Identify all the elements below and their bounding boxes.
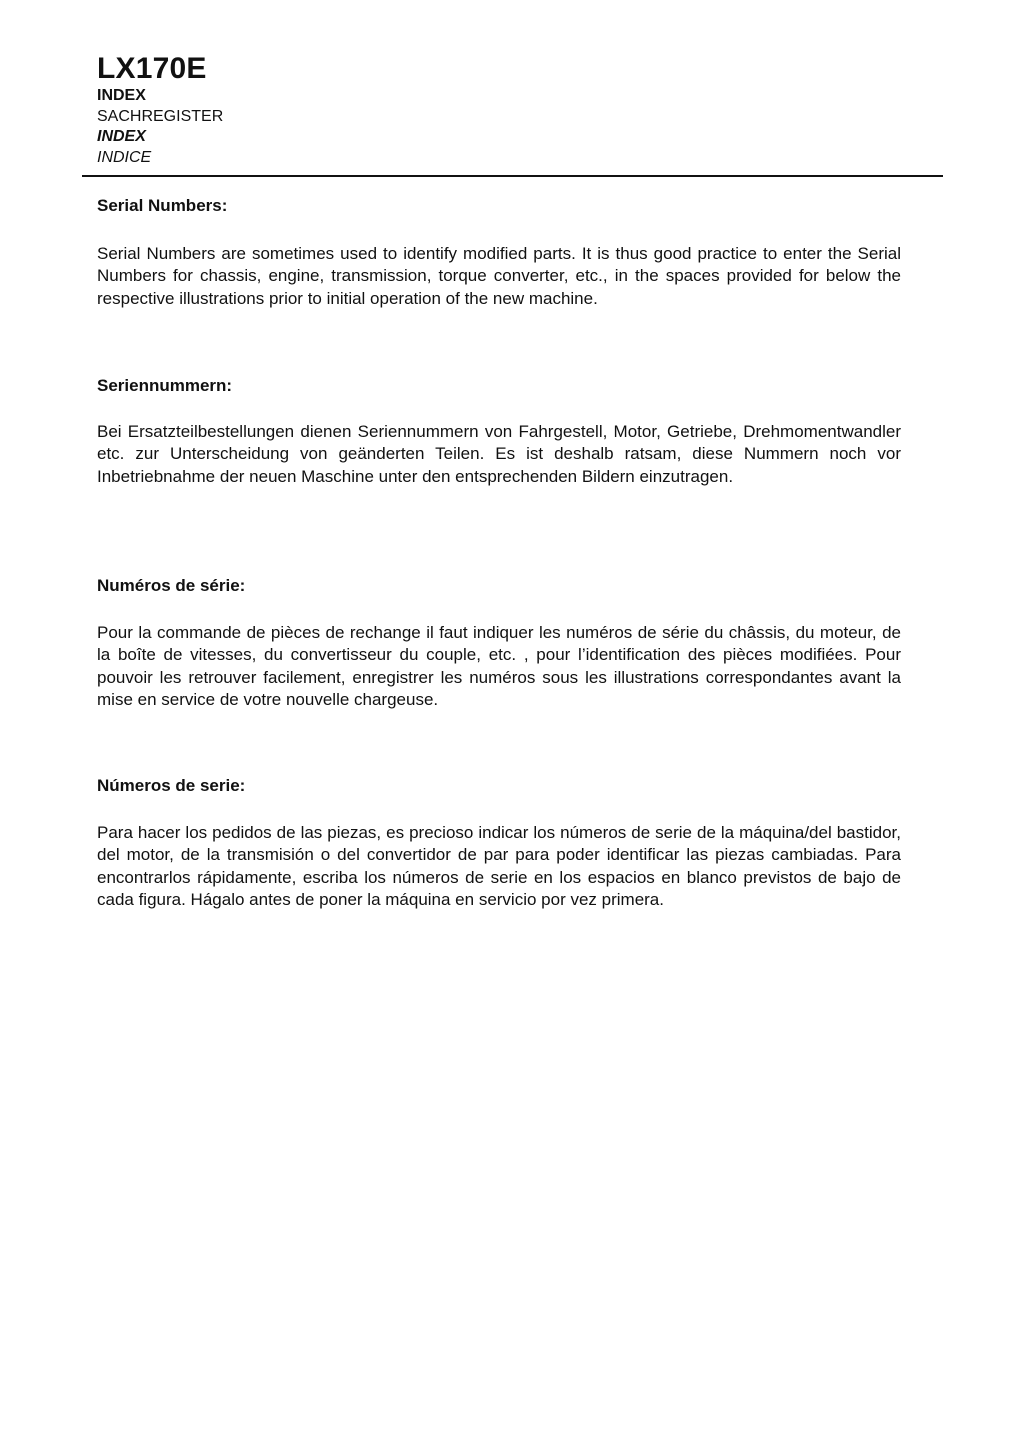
section-body-es: Para hacer los pedidos de las piezas, es precioso indicar los números de serie de la máquina/del bastidor, del motor, de la transmisión o del convertidor de par para poder identificar las piezas cambiadas. Para encontrarlos rápidamente, escriba los números de serie en los espacios en blanco previstos de bajo de cada figura. Hágalo antes de poner la máquina en servicio por vez primera. (97, 823, 901, 909)
section-body-en: Serial Numbers are sometimes used to identify modified parts. It is thus good practice to enter the Serial Numbers for chassis, engine, transmission, torque converter, etc., in the spaces provided for below the respective illustrations prior to initial operation of the new machine. (97, 244, 901, 308)
section-heading-en: Serial Numbers: (97, 196, 228, 215)
section-heading-es: Números de serie: (97, 776, 246, 795)
model-title: LX170E (97, 52, 207, 85)
index-label-es: INDICE (97, 148, 152, 166)
section-heading-fr: Numéros de série: (97, 576, 246, 595)
section-heading-de: Seriennummern: (97, 376, 233, 395)
index-label-en: INDEX (97, 87, 146, 104)
header-divider (82, 175, 943, 177)
section-french (97, 575, 901, 711)
section-english (97, 195, 901, 310)
index-label-de: SACHREGISTER (97, 107, 224, 125)
section-german (97, 375, 901, 488)
section-spanish (97, 775, 901, 911)
page-header (97, 52, 223, 168)
section-body-fr: Pour la commande de pièces de rechange il faut indiquer les numéros de série du châssis, du moteur, de la boîte de vitesses, du convertisseur du couple, etc. , pour l’identification des pièces modifiées. Pour pouvoir les retrouver facilement, enregistrer les numéros sous les illustrations correspondantes avant la mise en service de votre nouvelle chargeuse. (97, 623, 901, 709)
index-label-fr: INDEX (97, 128, 146, 145)
section-body-de: Bei Ersatzteilbestellungen dienen Seriennummern von Fahrgestell, Motor, Getriebe, Drehmomentwandler etc. zur Unterscheidung von geänderten Teilen. Es ist deshalb ratsam, diese Nummern noch vor Inbetriebnahme der neuen Maschine unter den entsprechenden Bildern einzutragen. (97, 422, 901, 486)
